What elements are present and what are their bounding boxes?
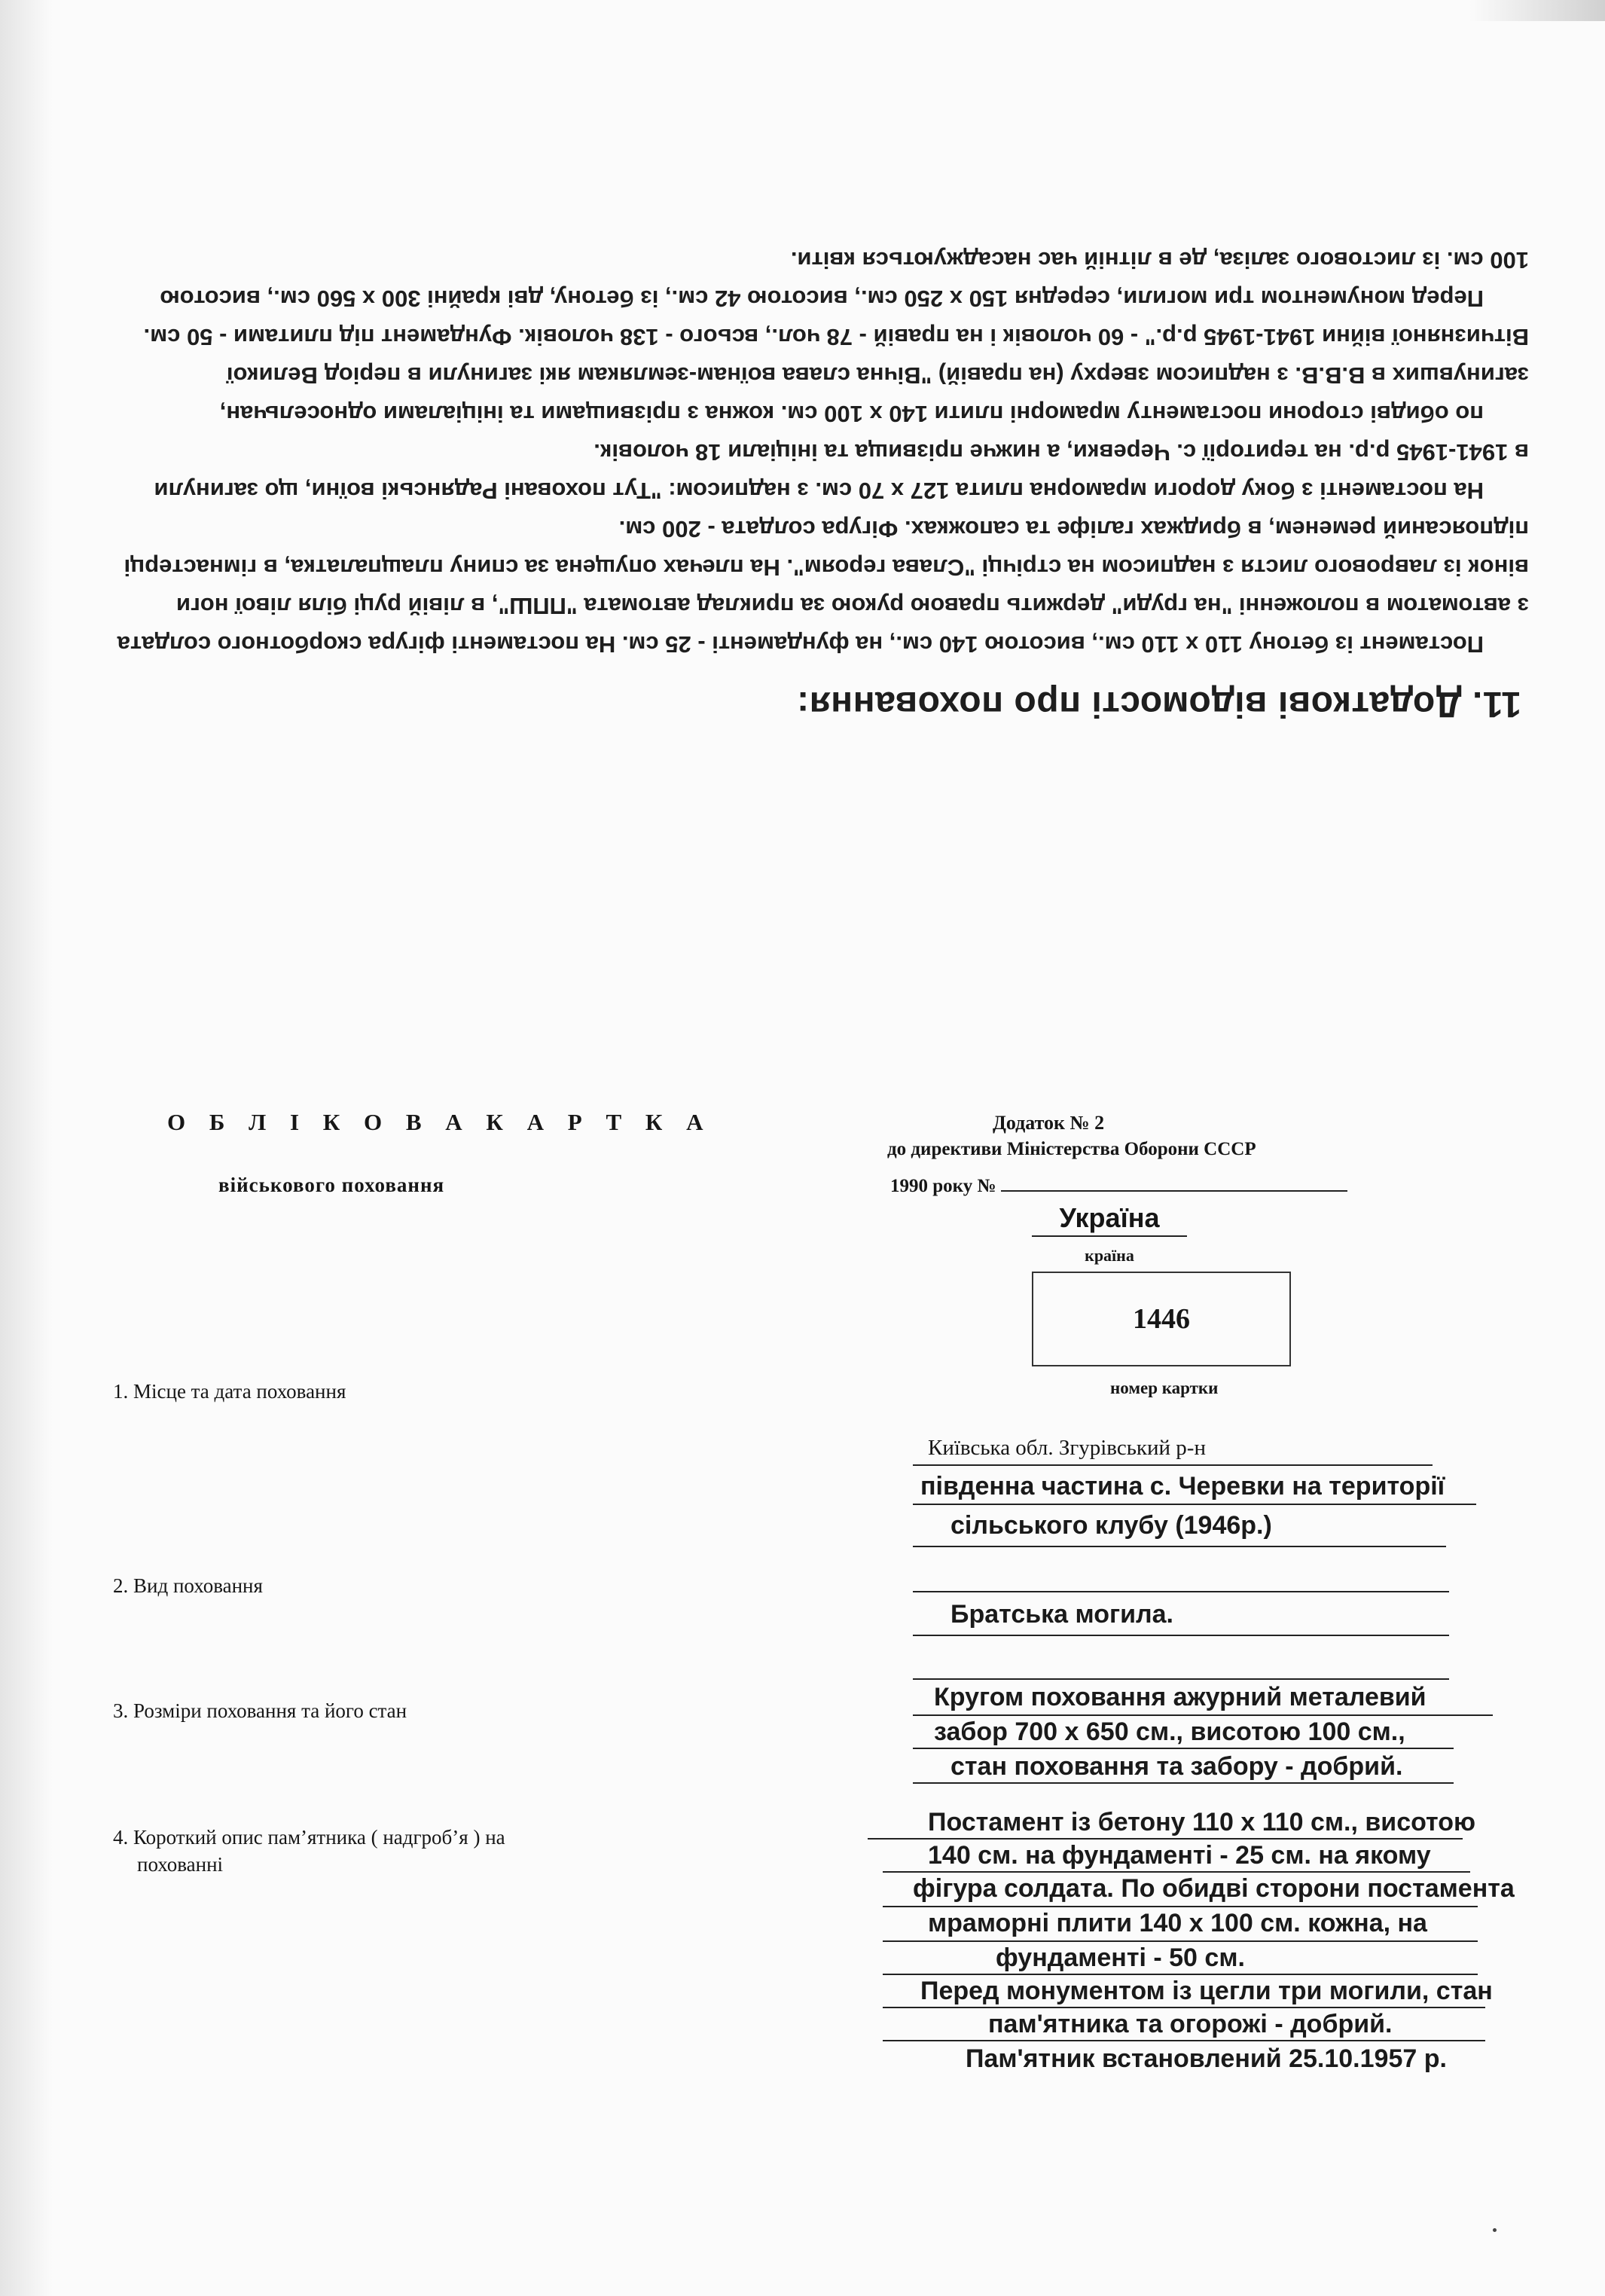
card-subtitle: військового поховання bbox=[218, 1174, 445, 1196]
back-side-line: вінок із лаврового листя з надписом на стрічці "Слава героям". На плечах опущена за спину плащпалатка, в гімнастерці bbox=[124, 554, 1529, 581]
field-4-underline bbox=[883, 1906, 1478, 1907]
year-prefix: 1990 року № bbox=[890, 1176, 996, 1196]
field-2-label: 2. Вид поховання bbox=[113, 1574, 263, 1597]
back-side-line: підпоясаний ременем, в бриджах галіфе та сапожках. Фігура солдата - 200 см. bbox=[618, 516, 1529, 542]
field-4-underline bbox=[883, 2007, 1485, 2008]
field-4-underline bbox=[883, 1974, 1478, 1975]
field-3-line3: стан поховання та забору - добрий. bbox=[950, 1752, 1403, 1781]
back-side-line: Перед монументом три могили, середня 150 х 250 см., висотою 42 см., із бетону, дві крайні 300 х 560 см., висотою bbox=[160, 285, 1484, 312]
field-2-value: Братська могила. bbox=[950, 1600, 1173, 1629]
back-side-line: 100 см. із листового заліза, де в літній час насаджуються квіти. bbox=[790, 247, 1529, 273]
field-3-underline bbox=[913, 1714, 1493, 1716]
scan-speck bbox=[1493, 2228, 1497, 2232]
field-1-underline bbox=[913, 1546, 1446, 1547]
year-number-blank bbox=[1001, 1174, 1347, 1192]
field-4-label-line1: 4. Короткий опис пам’ятника ( надгроб’я ) на bbox=[113, 1826, 505, 1849]
field-4-label-line2: похованні bbox=[137, 1853, 224, 1876]
field-3-line2: забор 700 х 650 см., висотою 100 см., bbox=[934, 1717, 1405, 1746]
field-1-underline bbox=[913, 1464, 1433, 1466]
back-side-line: Вітчизняної війни 1941-1945 р.р." - 60 чоловік і на правій - 78 чол., всього - 138 чоловік. Фундамент під плитами - 50 см. bbox=[143, 324, 1529, 350]
field-3-underline bbox=[913, 1782, 1454, 1784]
year-number-line bbox=[890, 1174, 1347, 1197]
back-side-heading: 11. Додаткові відомості про поховання: bbox=[796, 684, 1521, 724]
back-side-line: На постаменті з боку дороги мраморна плита 127 х 70 см. з надписом: "Тут поховані Радянські воїни, що загинули bbox=[154, 478, 1484, 504]
back-side-line: з автоматом в положенні "на груди" держить правою рукою за приклад автомата "ППШ", в лівій руці біля лівої ноги bbox=[175, 593, 1529, 619]
directive-label: до директиви Міністерства Оборони СССР bbox=[887, 1139, 1256, 1159]
field-4-underline bbox=[868, 1838, 1463, 1840]
scan-corner-shadow bbox=[1469, 0, 1605, 21]
field-4-line3: фігура солдата. По обидві сторони постамента bbox=[913, 1874, 1515, 1903]
field-4-underline bbox=[883, 1871, 1470, 1873]
field-2-underline bbox=[913, 1635, 1449, 1636]
field-3-label: 3. Розміри поховання та його стан bbox=[113, 1699, 407, 1722]
field-1-underline bbox=[913, 1504, 1476, 1505]
field-1-label: 1. Місце та дата поховання bbox=[113, 1380, 346, 1403]
field-4-line1: Постамент із бетону 110 х 110 см., висотою bbox=[928, 1808, 1476, 1836]
country-caption: країна bbox=[1085, 1246, 1134, 1265]
field-3-underline bbox=[913, 1748, 1454, 1749]
field-4-underline bbox=[883, 1940, 1478, 1942]
field-1-place-line2: сільського клубу (1946р.) bbox=[950, 1511, 1272, 1540]
field-4-underline bbox=[883, 2040, 1485, 2041]
field-3-line1: Кругом поховання ажурний металевий bbox=[934, 1683, 1426, 1711]
card-number: 1446 bbox=[1133, 1303, 1190, 1335]
field-4-line4: мраморні плити 140 х 100 см. кожна, на bbox=[928, 1909, 1427, 1937]
country-value: Україна bbox=[1032, 1202, 1187, 1237]
annex-label: Додаток № 2 bbox=[993, 1112, 1105, 1134]
card-title: О Б Л І К О В А К А Р Т К А bbox=[167, 1109, 712, 1135]
back-side-line: загинувших в В.В.В. з надписом зверху (на правій) "Вічна слава воїнам-землякам які загинули в період Великої bbox=[226, 362, 1529, 389]
field-4-line7: пам'ятника та огорожі - добрий. bbox=[988, 2010, 1393, 2038]
field-3-underline bbox=[913, 1678, 1449, 1680]
field-4-line5: фундаменті - 50 см. bbox=[996, 1943, 1245, 1972]
card-number-caption: номер картки bbox=[1110, 1379, 1219, 1397]
back-side-text-block bbox=[83, 241, 1529, 725]
back-side-line: по обидві сторони постаменту мраморні плити 140 х 100 см. кожна з прізвищами та ініціалами односельчан, bbox=[219, 401, 1484, 427]
field-4-line2: 140 см. на фундаменті - 25 см. на якому bbox=[928, 1841, 1431, 1870]
field-4-line6: Перед монументом із цегли три могили, стан bbox=[920, 1977, 1493, 2005]
back-side-line: Постамент із бетону 110 х 110 см., висотою 140 см., на фундаменті - 25 см. На постаменті фігура скорботного солдата bbox=[117, 631, 1484, 658]
field-1-region: Київська обл. Згурівський р-н bbox=[928, 1436, 1206, 1460]
scan-edge-shadow bbox=[0, 0, 53, 2296]
back-side-line: в 1941-1945 р.р. на території с. Черевки, а нижче прізвища та ініціали 18 чоловік. bbox=[593, 439, 1529, 466]
card-number-box bbox=[1032, 1272, 1291, 1366]
field-1-place-line1: південна частина с. Черевки на території bbox=[920, 1472, 1445, 1501]
field-4-line8: Пам'ятник встановлений 25.10.1957 р. bbox=[966, 2044, 1447, 2073]
field-2-underline bbox=[913, 1591, 1449, 1592]
